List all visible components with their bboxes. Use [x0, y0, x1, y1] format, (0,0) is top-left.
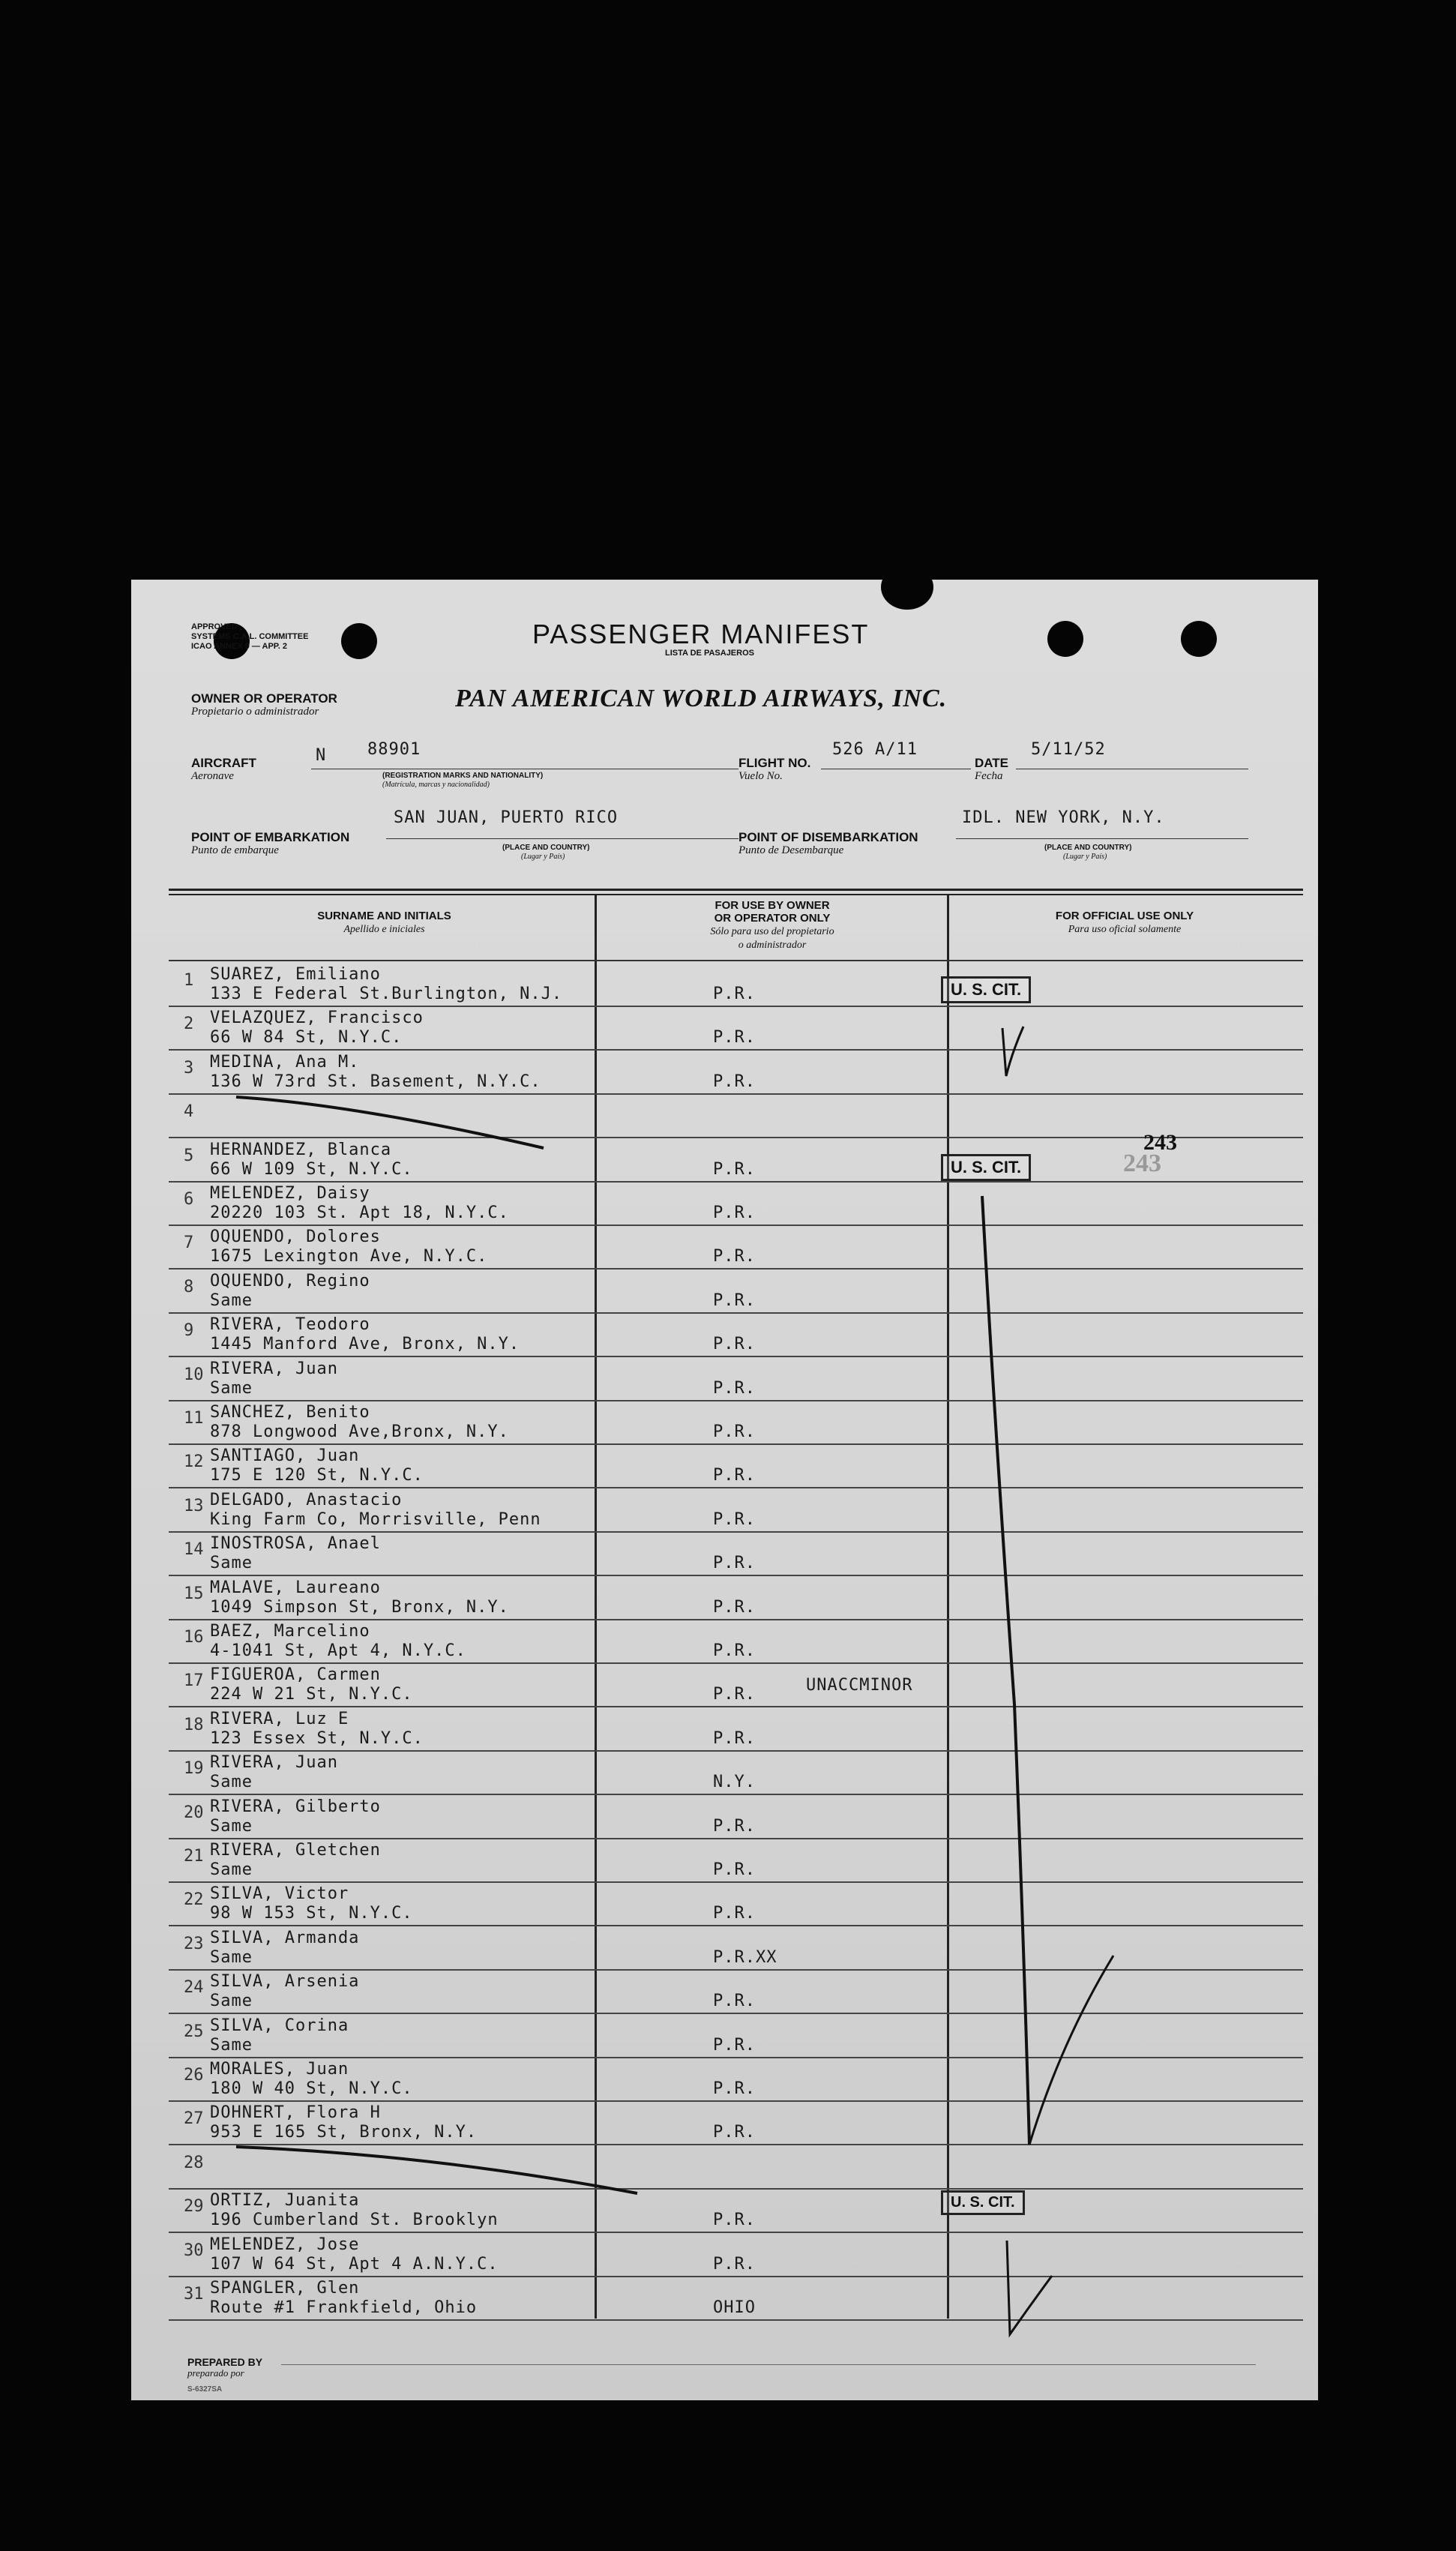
disembark-value: IDL. NEW YORK, N.Y. — [962, 808, 1165, 827]
form-title: PASSENGER MANIFEST — [532, 619, 870, 649]
owner-use-code: P.R. — [713, 1860, 756, 1879]
row-number: 31 — [184, 2285, 204, 2304]
passenger-name: OQUENDO, Regino — [210, 1271, 370, 1290]
owner-use-code: P.R. — [713, 2079, 756, 2098]
prepared-by-label: PREPARED BY — [187, 2356, 263, 2368]
owner-use-code: P.R. — [713, 1641, 756, 1660]
row-number: 2 — [184, 1015, 194, 1034]
row-number: 14 — [184, 1540, 204, 1560]
owner-use-code: OHIO — [713, 2298, 756, 2317]
passenger-name: SILVA, Victor — [210, 1884, 349, 1904]
row-number: 25 — [184, 2022, 204, 2041]
date-label-es: Fecha — [975, 770, 1003, 782]
flight-date: 5/11/52 — [1031, 740, 1106, 759]
passenger-address: 196 Cumberland St. Brooklyn — [210, 2211, 499, 2230]
passenger-address: 878 Longwood Ave,Bronx, N.Y. — [210, 1422, 509, 1441]
passenger-name: SILVA, Corina — [210, 2016, 349, 2035]
owner-use-code: P.R. — [713, 1728, 756, 1748]
aircraft-label: AIRCRAFT — [191, 756, 256, 770]
owner-use-code: P.R. — [713, 1378, 756, 1398]
passenger-address: 20220 103 St. Apt 18, N.Y.C. — [210, 1204, 509, 1222]
passenger-name: SUAREZ, Emiliano — [210, 965, 381, 984]
underline — [281, 2364, 1256, 2365]
owner-label: OWNER OR OPERATOR — [191, 691, 337, 706]
owner-use-code: P.R. — [713, 2211, 756, 2230]
manifest-sheet — [131, 580, 1318, 2400]
flight-label-es: Vuelo No. — [738, 770, 783, 782]
row-number: 17 — [184, 1671, 204, 1691]
airline-name: PAN AMERICAN WORLD AIRWAYS, INC. — [455, 685, 948, 712]
owner-label-es: Propietario o administrador — [191, 706, 319, 718]
form-subtitle: LISTA DE PASAJEROS — [665, 649, 754, 658]
owner-use-code: P.R. — [713, 1072, 756, 1091]
passenger-name: OQUENDO, Dolores — [210, 1228, 381, 1247]
row-number: 22 — [184, 1890, 204, 1910]
row-number: 7 — [184, 1234, 194, 1253]
passenger-name: DOHNERT, Flora H — [210, 2103, 381, 2123]
approval-line: SYSTEMS C.A.L. COMMITTEE — [191, 632, 309, 641]
row-number: 9 — [184, 1321, 194, 1341]
owner-use-code: P.R. — [713, 2254, 756, 2274]
owner-use-code: P.R. — [713, 1159, 756, 1179]
owner-use-code: P.R. — [713, 1204, 756, 1222]
passenger-address: 1049 Simpson St, Bronx, N.Y. — [210, 1597, 509, 1617]
passenger-address: 1675 Lexington Ave, N.Y.C. — [210, 1247, 488, 1267]
registration-caption: (REGISTRATION MARKS AND NATIONALITY) — [382, 772, 544, 780]
passenger-name: VELAZQUEZ, Francisco — [210, 1009, 424, 1028]
passenger-name: ORTIZ, Juanita — [210, 2191, 360, 2211]
passenger-address: 66 W 109 St, N.Y.C. — [210, 1159, 413, 1179]
owner-use-code: P.R. — [713, 1290, 756, 1310]
owner-use-code: P.R.XX — [713, 1947, 777, 1967]
row-number: 4 — [184, 1102, 194, 1122]
registration-caption-es: (Matrícula, marcas y nacionalidad) — [382, 781, 490, 789]
date-label: DATE — [975, 756, 1009, 770]
passenger-address: 224 W 21 St, N.Y.C. — [210, 1685, 413, 1704]
flight-label: FLIGHT NO. — [738, 756, 811, 770]
passenger-address: 1445 Manford Ave, Bronx, N.Y. — [210, 1335, 520, 1354]
owner-use-code: P.R. — [713, 1247, 756, 1267]
prepared-by-label-es: preparado por — [187, 2367, 244, 2379]
check-mark — [1002, 1027, 1023, 1076]
passenger-name: MELENDEZ, Daisy — [210, 1184, 370, 1203]
check-mark — [1007, 2241, 1052, 2334]
aircraft-number: 88901 — [367, 740, 421, 759]
owner-use-code: P.R. — [713, 1466, 756, 1485]
passenger-address: Same — [210, 1860, 253, 1879]
row-number: 10 — [184, 1365, 204, 1384]
embark-label-es: Punto de embarque — [191, 844, 279, 856]
passenger-name: RIVERA, Gletchen — [210, 1841, 381, 1860]
owner-use-code: P.R. — [713, 985, 756, 1003]
passenger-name: SILVA, Arsenia — [210, 1972, 360, 1992]
col-official-header: FOR OFFICIAL USE ONLY Para uso oficial solamente — [1055, 910, 1194, 935]
passenger-name: MALAVE, Laureano — [210, 1578, 381, 1597]
passenger-address: 136 W 73rd St. Basement, N.Y.C. — [210, 1072, 541, 1091]
passenger-address: Same — [210, 2035, 253, 2055]
check-mark — [1029, 1956, 1113, 2145]
passenger-address: 123 Essex St, N.Y.C. — [210, 1728, 424, 1748]
row-number: 20 — [184, 1803, 204, 1822]
passenger-address: Same — [210, 1816, 253, 1836]
strike-line — [236, 2147, 637, 2193]
embark-value: SAN JUAN, PUERTO RICO — [394, 808, 619, 827]
us-citizen-stamp: U. S. CIT. — [941, 976, 1031, 1003]
passenger-name: SANTIAGO, Juan — [210, 1446, 360, 1466]
disembark-label: POINT OF DISEMBARKATION — [738, 830, 918, 844]
place-caption: (PLACE AND COUNTRY) — [502, 844, 590, 852]
passenger-name: HERNANDEZ, Blanca — [210, 1140, 392, 1159]
passenger-address: 4-1041 St, Apt 4, N.Y.C. — [210, 1641, 466, 1660]
owner-use-code: P.R. — [713, 1685, 756, 1704]
row-number: 21 — [184, 1847, 204, 1866]
approval-line: APPROVED — [191, 622, 238, 631]
owner-use-code: P.R. — [713, 1509, 756, 1529]
row-number: 27 — [184, 2109, 204, 2129]
passenger-name: FIGUEROA, Carmen — [210, 1665, 381, 1685]
passenger-address: Same — [210, 1992, 253, 2011]
disembark-label-es: Punto de Desembarque — [738, 844, 844, 856]
passenger-name: RIVERA, Juan — [210, 1753, 338, 1773]
check-mark — [982, 1196, 1029, 2145]
row-number: 19 — [184, 1759, 204, 1779]
passenger-address: 66 W 84 St, N.Y.C. — [210, 1028, 403, 1048]
passenger-name: BAEZ, Marcelino — [210, 1622, 370, 1641]
passenger-name: RIVERA, Juan — [210, 1359, 338, 1378]
owner-use-code: P.R. — [713, 1422, 756, 1441]
passenger-name: SANCHEZ, Benito — [210, 1403, 370, 1422]
row-number: 13 — [184, 1496, 204, 1515]
row-number: 12 — [184, 1452, 204, 1472]
owner-use-code: P.R. — [713, 1816, 756, 1836]
row-number: 1 — [184, 971, 194, 990]
passenger-name: SPANGLER, Glen — [210, 2279, 360, 2298]
row-number: 30 — [184, 2241, 204, 2260]
passenger-name: RIVERA, Luz E — [210, 1709, 349, 1728]
passenger-address: 107 W 64 St, Apt 4 A.N.Y.C. — [210, 2254, 499, 2274]
row-number: 3 — [184, 1058, 194, 1078]
row-number: 24 — [184, 1978, 204, 1998]
row-number: 8 — [184, 1277, 194, 1296]
passenger-address: Same — [210, 1947, 253, 1967]
row-number: 5 — [184, 1146, 194, 1165]
passenger-address: Same — [210, 1554, 253, 1573]
passenger-address: Same — [210, 1378, 253, 1398]
place-caption-es: (Lugar y País) — [521, 853, 565, 861]
passenger-name: MEDINA, Ana M. — [210, 1052, 360, 1072]
passenger-name: RIVERA, Teodoro — [210, 1315, 370, 1335]
owner-use-code: P.R. — [713, 1335, 756, 1354]
owner-use-code: P.R. — [713, 2123, 756, 2142]
approval-line: ICAO ANNEX 9 — APP. 2 — [191, 642, 287, 651]
owner-use-code: P.R. — [713, 1554, 756, 1573]
owner-use-code: P.R. — [713, 1597, 756, 1617]
embark-label: POINT OF EMBARKATION — [191, 830, 350, 844]
col-surname-header: SURNAME AND INITIALS Apellido e iniciales — [317, 910, 451, 935]
passenger-address: King Farm Co, Morrisville, Penn — [210, 1509, 541, 1529]
row-number: 18 — [184, 1715, 204, 1734]
row-number: 29 — [184, 2197, 204, 2217]
place-caption: (PLACE AND COUNTRY) — [1044, 844, 1132, 852]
passenger-address: 133 E Federal St.Burlington, N.J. — [210, 985, 563, 1003]
row-number: 23 — [184, 1934, 204, 1953]
row-number: 26 — [184, 2066, 204, 2085]
row-number: 15 — [184, 1584, 204, 1603]
owner-use-code: P.R. — [713, 2035, 756, 2055]
owner-use-code: P.R. — [713, 1904, 756, 1923]
passenger-name: DELGADO, Anastacio — [210, 1490, 403, 1509]
passenger-name: MORALES, Juan — [210, 2060, 349, 2079]
owner-use-code: N.Y. — [713, 1773, 756, 1792]
aircraft-label-es: Aeronave — [191, 770, 234, 782]
owner-use-code: P.R. — [713, 1028, 756, 1048]
passenger-name: SILVA, Armanda — [210, 1928, 360, 1947]
row-number: 11 — [184, 1409, 204, 1428]
faded-count: 243 — [1123, 1150, 1161, 1177]
passenger-address: 953 E 165 St, Bronx, N.Y. — [210, 2123, 478, 2142]
passenger-address: Route #1 Frankfield, Ohio — [210, 2298, 478, 2317]
flight-number: 526 A/11 — [832, 740, 918, 759]
passenger-address: Same — [210, 1290, 253, 1310]
passenger-address: 180 W 40 St, N.Y.C. — [210, 2079, 413, 2098]
handwritten-count: 243 — [1143, 1130, 1177, 1155]
row-number: 28 — [184, 2153, 204, 2172]
passenger-name: RIVERA, Gilberto — [210, 1797, 381, 1816]
passenger-address: 175 E 120 St, N.Y.C. — [210, 1466, 424, 1485]
strike-line — [236, 1097, 544, 1148]
place-caption-es: (Lugar y País) — [1063, 853, 1107, 861]
col-owner-header: FOR USE BY OWNER OR OPERATOR ONLY Sólo para uso del propietario o administrador — [710, 899, 834, 951]
us-citizen-stamp: U. S. CIT. — [941, 1154, 1031, 1181]
aircraft-prefix: N — [316, 746, 327, 765]
form-code: S-6327SA — [187, 2385, 223, 2394]
passenger-address: 98 W 153 St, N.Y.C. — [210, 1904, 413, 1923]
row-number: 16 — [184, 1628, 204, 1647]
passenger-name: INOSTROSA, Anael — [210, 1534, 381, 1554]
passenger-name: MELENDEZ, Jose — [210, 2235, 360, 2254]
owner-use-code: P.R. — [713, 1992, 756, 2011]
owner-use-note: UNACCMINOR — [806, 1676, 913, 1695]
passenger-address: Same — [210, 1773, 253, 1792]
handwritten-marks — [131, 580, 1318, 2400]
us-citizen-stamp: U. S. CIT. — [941, 2190, 1025, 2215]
row-number: 6 — [184, 1190, 194, 1209]
